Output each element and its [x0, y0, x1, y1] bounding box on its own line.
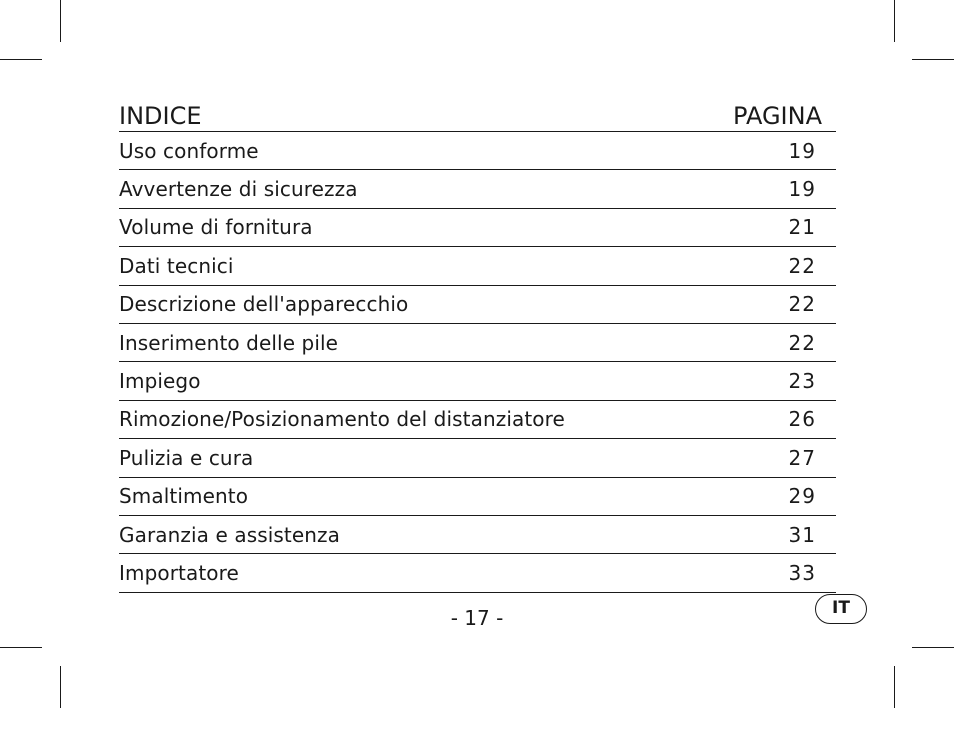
toc-entry-page: 21	[788, 215, 816, 240]
crop-mark-top-right-vertical	[894, 0, 895, 42]
toc-entry	[119, 286, 836, 324]
toc-entry	[119, 209, 836, 247]
toc-entry	[119, 554, 836, 592]
crop-mark-top-right-horizontal	[912, 59, 954, 60]
toc-header	[119, 94, 836, 132]
toc-entry-title: Smaltimento	[119, 484, 249, 509]
toc-heading: INDICE	[119, 102, 202, 130]
crop-mark-top-left-horizontal	[0, 59, 42, 60]
toc-entry	[119, 132, 836, 170]
crop-mark-top-left-vertical	[60, 0, 61, 42]
toc-entry	[119, 324, 836, 362]
table-of-contents	[119, 94, 836, 593]
toc-entry-page: 33	[788, 560, 816, 585]
toc-entry-page: 31	[788, 522, 816, 547]
toc-entry-page: 22	[788, 330, 816, 355]
toc-entry-page: 19	[788, 138, 816, 163]
crop-mark-bottom-left-horizontal	[0, 647, 42, 648]
toc-entry	[119, 247, 836, 285]
toc-entry	[119, 439, 836, 477]
toc-entry-page: 23	[788, 369, 816, 394]
toc-entry-page: 22	[788, 292, 816, 317]
toc-entry-page: 26	[788, 407, 816, 432]
toc-entry-title: Inserimento delle pile	[119, 330, 339, 355]
toc-entry-page: 19	[788, 177, 816, 202]
toc-entry-title: Avvertenze di sicurezza	[119, 177, 358, 202]
toc-entry-page: 27	[788, 445, 816, 470]
language-badge: IT	[815, 594, 867, 624]
toc-entry-title: Impiego	[119, 369, 201, 394]
toc-entry-title: Descrizione dell'apparecchio	[119, 292, 409, 317]
crop-mark-bottom-right-vertical	[894, 666, 895, 708]
toc-entry-title: Dati tecnici	[119, 253, 234, 278]
toc-entry-title: Importatore	[119, 560, 239, 585]
toc-entry	[119, 170, 836, 208]
page-number: - 17 -	[450, 606, 504, 630]
toc-entry-title: Garanzia e assistenza	[119, 522, 340, 547]
toc-entry	[119, 516, 836, 554]
toc-entry-page: 22	[788, 253, 816, 278]
crop-mark-bottom-left-vertical	[60, 666, 61, 708]
toc-entry-title: Uso conforme	[119, 138, 259, 163]
toc-entry	[119, 478, 836, 516]
toc-entry-title: Rimozione/Posizionamento del distanziatore	[119, 407, 565, 432]
toc-entry-title: Pulizia e cura	[119, 445, 254, 470]
toc-entry	[119, 401, 836, 439]
crop-mark-bottom-right-horizontal	[912, 647, 954, 648]
toc-entry	[119, 362, 836, 400]
toc-entry-page: 29	[788, 484, 816, 509]
toc-entry-title: Volume di fornitura	[119, 215, 313, 240]
toc-page-heading: PAGINA	[733, 102, 822, 130]
